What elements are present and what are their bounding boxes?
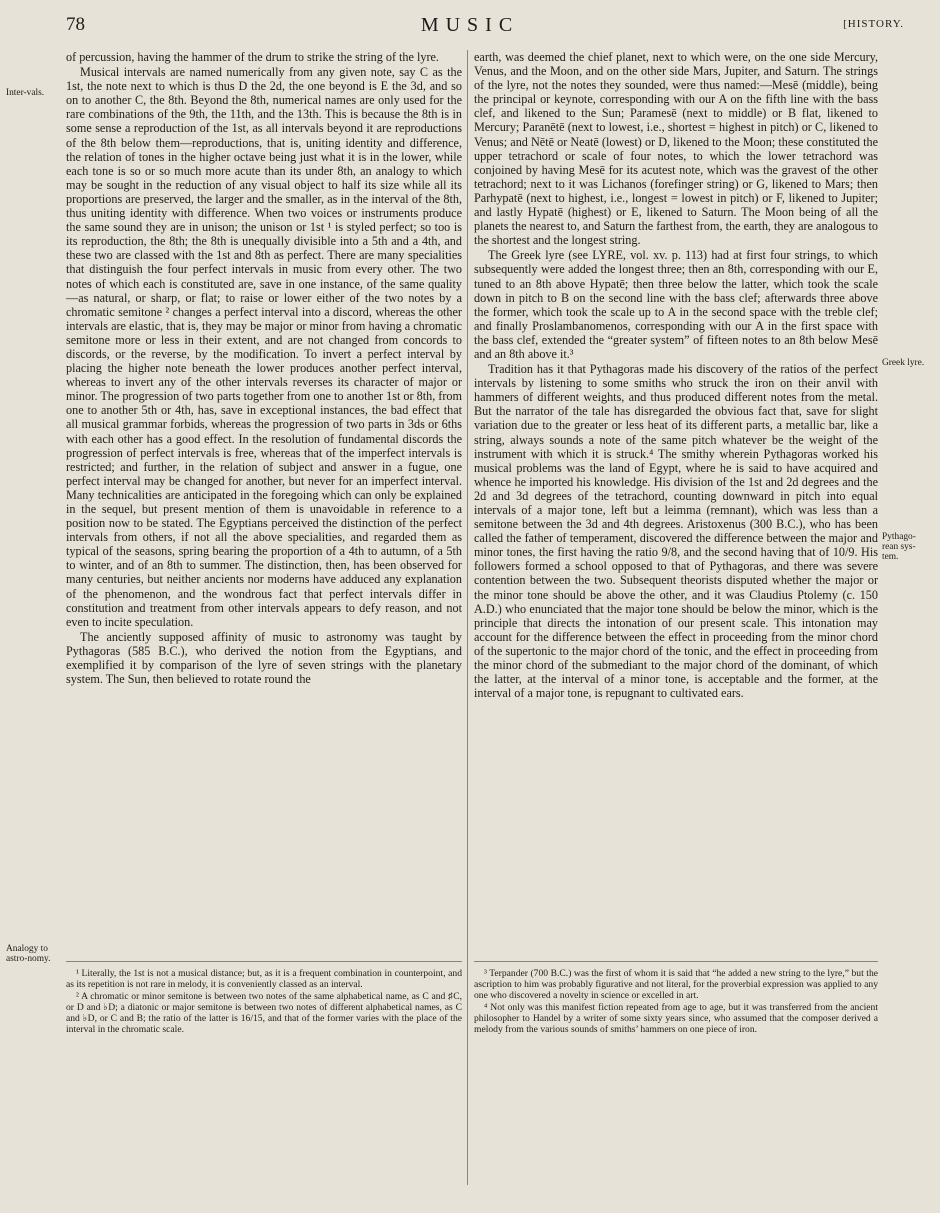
footnote: ¹ Literally, the 1st is not a musical distance; but, as it is a frequent combination in counterpoint, and as its repetition is not rare in melody, it is conveniently classed as an interval. bbox=[66, 968, 462, 991]
left-body bbox=[66, 50, 462, 955]
section-tag: [HISTORY. bbox=[843, 18, 904, 30]
right-body bbox=[474, 50, 878, 955]
sidenote-pythagorean: Pythago-rean sys-tem. bbox=[882, 532, 916, 563]
sidenote-analogy: Analogy to astro-nomy. bbox=[6, 944, 51, 965]
paragraph: of percussion, having the hammer of the drum to strike the string of the lyre. bbox=[66, 50, 439, 64]
paragraph: earth, was deemed the chief planet, next to which were, on the one side Mercury, Venus, and the Moon, and on the other side Mars, Jupiter, and Saturn. The strings of the lyre, not the notes they sounded, were thus named:—Mesē (middle), being the principal or keynote, corresponding with our A on the fifth line with the bass clef, and likened to the Sun; Paramesē (next to middle) or B flat, likened to Mercury; Paranētē (next to lowest, i.e., shortest = highest in pitch) or C, likened to Venus; and Nētē or Neatē (lowest) or D, likened to the Moon; these constituted the upper tetrachord or scale of four notes, to which the lower tetrachord was conjoined by having Mesē for its acutest note, which was the gravest of the other tetrachord; next to it was Lichanos (forefinger string) or G, likened to Mars; then Parhypatē (next to highest, i.e., longest = lowest in pitch) or F, likened to Jupiter; and lastly Hypatē (highest) or E, likened to Saturn. The Moon being of all the planets the nearest to, and Saturn the farthest from, the earth, they are analogous to the shortest and the longest string. bbox=[474, 50, 878, 248]
paragraph: Tradition has it that Pythagoras made his discovery of the ratios of the perfect intervals by listening to some smiths who struck the iron on their anvil with hammers of different weights, and thus produced different notes from the metal. But the narrator of the tale has disregarded the obvious fact that, save for slight variation due to the greater or less heat of its different parts, a metallic bar, like a string, always sounds a note of the same pitch whatever be the weight of the instrument with which it is struck.⁴ The smithy wherein Pythagoras worked his musical problems was the land of Egypt, where he is said to have acquired and whence he imported his knowledge. His division of the 1st and 2d degrees and the 2d and 3d degrees of the tetrachord, counting downward in pitch into equal intervals of a major tone, left but a leimma (remnant), which was less than a semitone between the 3d and 4th degrees. Aristoxenus (300 B.C.), who has been called the father of temperament, discovered the difference between the major and minor tones, the first having the ratio 9/8, and the second having that of 10/9. His followers formed a school opposed to that of Pythagoras, and there was severe contention between the two. Subsequent theorists disputed whether the major or the minor tone should be above the other, and it was Claudius Ptolemy (c. 150 A.D.) who enunciated that the major tone should be below the minor, which is the principle that directs the intonation of our present scale. This intonation may account for the difference between the effect in proceeding from the minor chord of the supertonic to the major chord of the tonic, and the effect in proceeding from the minor chord of the submediant to the major chord of the dominant, of which the latter, at the interval of a minor tone, is acceptable and the former, at the interval of a major tone, is repugnant to cultivated ears. bbox=[474, 362, 878, 701]
right-footnotes bbox=[474, 968, 878, 1178]
footnote: ⁴ Not only was this manifest fiction repeated from age to age, but it was transferred from the ancient philosopher to Handel by a writer of some sixty years since, who assumed that the composer derived a melody from the various sounds of smiths’ hammers on one piece of iron. bbox=[474, 1002, 878, 1036]
running-header bbox=[0, 14, 940, 48]
running-title: MUSIC bbox=[420, 14, 520, 36]
page-number: 78 bbox=[66, 14, 85, 35]
sidenote-intervals: Inter-vals. bbox=[6, 88, 45, 98]
left-column bbox=[66, 50, 462, 1178]
paragraph: The anciently supposed affinity of music to astronomy was taught by Pythagoras (585 B.C.), who derived the notion from the Egyptians, and exemplified it by comparison of the lyre of seven strings with the planetary system. The Sun, then believed to rotate round the bbox=[66, 629, 462, 687]
footnote-rule bbox=[66, 961, 462, 962]
paragraph: Musical intervals are named numerically from any given note, say C as the 1st, the note next to which is thus D the 2d, the one beyond is E the 3d, and so on to another C, the 8th. Beyond the 8th, numerical names are only used for the rare combinations of the 9th, the 11th, and the 13th. This is because the 8th is in some sense a reproduction of the 1st, as all intervals beyond it are reproductions of the 8th below them—reproductions, that is, uniting identity and difference, the relation of tones in the higher octave being just what it is in the lower, while each tone is so or so much more acute than its under 8th, an analogy to which may be sought in the reduction of any visual object to half its size while all its proportions are preserved, the larger and the smaller, as in the interval of the 8th, thus uniting identity with difference. When two voices or instruments produce the same sound they are in unison; the unison or 1st ¹ is styled perfect; so too is its reproduction, the 8th; the 8th is unequally divisible into a 5th and a 4th, and these two are classed with the 1st and 8th as perfect. There are many specialities that distinguish the four perfect intervals in music from every other. The two notes of which each is constituted are, save in one instance, of the same quality—as natural, or sharp, or flat; to raise or lower either of the two notes by a chromatic semitone ² changes a perfect interval into a discord, whereas the other intervals are elastic, that is, they may be major or minor from having a chromatic semitone more or less in their extent, and are not changed from concords to discords, or the reverse, by the modification. To invert a perfect interval by placing the higher note beneath the lower produces another perfect interval, whereas to invert any of the other intervals reverses its character of major or minor. The progression of two parts together from one to another 1st or 8th, from one to another 5th or 4th, has, save in exceptional instances, the bad effect that all musical grammar forbids, whereas the progression of two parts in 3ds or 6ths with each other has a good effect. In the resolution of fundamental discords the progression of perfect intervals is free, whereas that of the imperfect intervals is restricted; and further, in the relation of subject and answer in a fugue, one perfect interval may be changed for another, but never for an imperfect interval. Many technicalities are anticipated in the foregoing which can only be explained in the sequel, but present mention of them is unavoidable in reference to a position now to be stated. The Egyptians perceived the distinction of the perfect intervals from others, if not all the above specialities, and regarded them as typical of the seasons, spring bearing the proportion of a 4th to autumn, of a 5th to winter, and of an 8th to summer. The distinction, then, has been observed for many centuries, but neither ancients nor moderns have adduced any explanation of the phenomenon, and the wondrous fact that perfect intervals differ in constitution and treatment from other intervals appears to defy reason, and not even to incite speculation. bbox=[66, 65, 462, 629]
footnote: ² A chromatic or minor semitone is between two notes of the same alphabetical name, as C and ♯C, or D and ♭D; a diatonic or major semitone is between two notes of different alphabetical names, as C and ♭D, or C and B; the ratio of the latter is 16/15, and that of the former varies with the place of the interval in the chromatic scale. bbox=[66, 991, 462, 1036]
right-column bbox=[474, 50, 878, 1178]
footnote: ³ Terpander (700 B.C.) was the first of whom it is said that “he added a new string to the lyre,” but the ascription to him was probably figurative and not literal, for the proverbial expression was applied to any one who discovered a novelty in science or excelled in art. bbox=[474, 968, 878, 1002]
sidenote-greek-lyre: Greek lyre. bbox=[882, 358, 925, 368]
column-divider bbox=[467, 50, 468, 1185]
left-footnotes bbox=[66, 968, 462, 1178]
paragraph: The Greek lyre (see LYRE, vol. xv. p. 113) had at first four strings, to which subsequently were added the longest three; then an 8th, corresponding with our E, tuned to an 8th above Hypatē; then three below the latter, which took the scale down in pitch to B on the second line with the bass clef; afterwards three above the former, which took the scale up to A in the second space with the treble clef; and finally Proslambanomenos, corresponding with our A in the first space with the bass clef, extended the “greater system” of fifteen notes to an 8th below Mesē and an 8th above it.³ bbox=[474, 248, 878, 361]
footnote-rule bbox=[474, 961, 878, 962]
